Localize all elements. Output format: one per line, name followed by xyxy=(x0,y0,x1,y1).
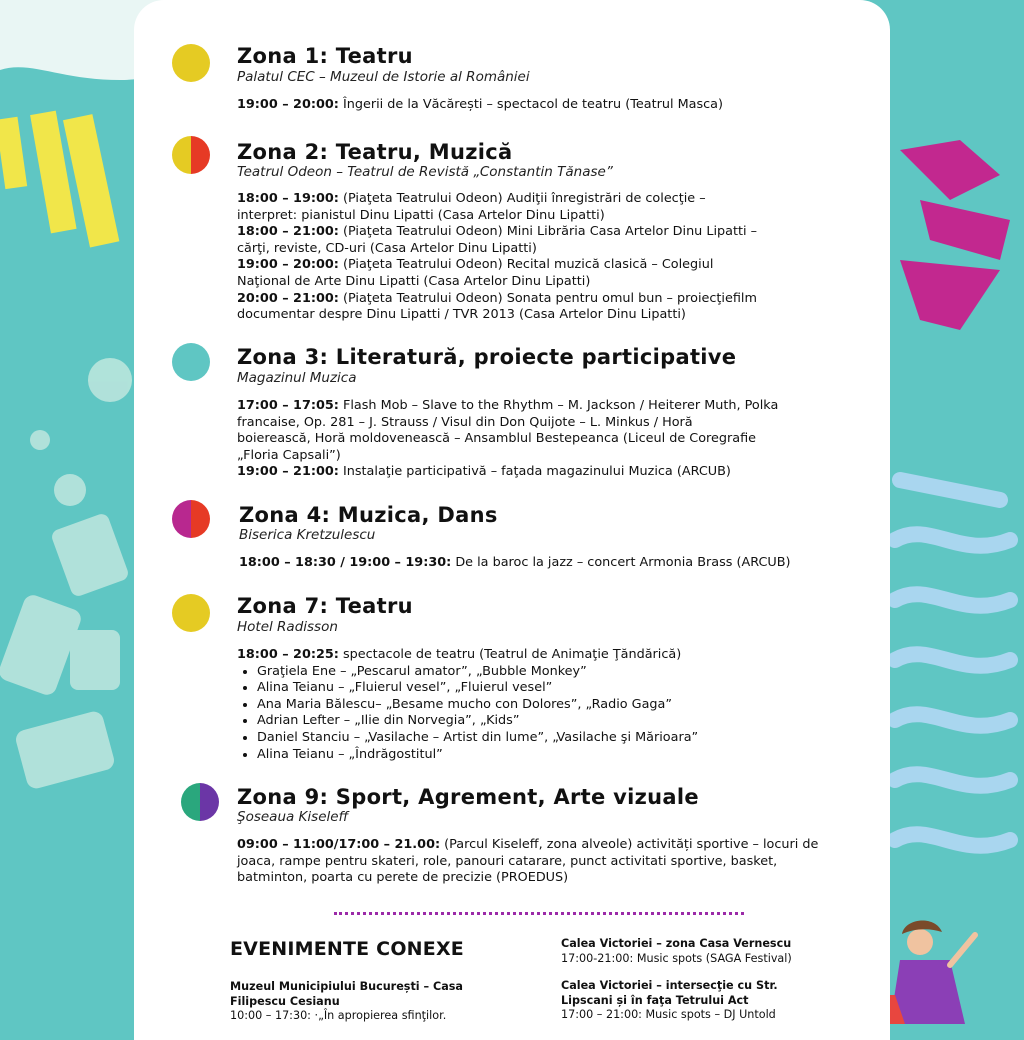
schedule-line: 19:00 – 20:00: Îngerii de la Văcărești – spectacol de teatru (Teatrul Masca) xyxy=(237,97,724,112)
event-left-1: Muzeul Municipiului București – Casa Filipescu Cesianu 10:00 – 17:30: ·„În apropierea sfinţilor. xyxy=(230,980,463,1022)
schedule-line: 20:00 – 21:00: (Piaţeta Teatrului Odeon) Sonata pentru omul bun – proiecţiefilm xyxy=(237,290,757,306)
zone-1-venue: Palatul CEC – Muzeul de Istorie al României xyxy=(237,69,530,85)
zone-1-title: Zona 1: Teatru xyxy=(237,44,413,68)
schedule-line: 19:00 – 20:00: (Piaţeta Teatrului Odeon) Recital muzică clasică – Colegiul xyxy=(237,257,714,273)
schedule-line: 19:00 – 21:00: Instalaţie participativă – faţada magazinului Muzica (ARCUB) xyxy=(237,464,731,480)
schedule-line: joaca, rampe pentru skateri, role, panouri catarare, punct activitati sportive, basket, xyxy=(237,853,778,869)
zone-3-title: Zona 3: Literatură, proiecte participative xyxy=(237,345,737,369)
schedule-line: 17:00 – 17:05: Flash Mob – Slave to the Rhythm – M. Jackson / Heiterer Muth, Polka xyxy=(237,398,779,413)
zone-2-schedule xyxy=(237,191,867,324)
schedule-line: „Floria Capsali”) xyxy=(237,447,341,463)
schedule-line: francaise, Op. 281 – J. Strauss / Visul din Don Quijote – L. Minkus / Horă xyxy=(237,414,693,430)
schedule-line: 18:00 – 20:25: spectacole de teatru (Teatrul de Animaţie Ţăndărică) xyxy=(237,647,682,662)
zone-7-yellow-dot-icon xyxy=(172,594,210,632)
events-title: EVENIMENTE CONEXE xyxy=(230,938,464,960)
schedule-line: interpret: pianistul Dinu Lipatti (Casa Artelor Dinu Lipatti) xyxy=(237,207,605,223)
zone-4-schedule xyxy=(239,555,869,572)
zone-3-venue: Magazinul Muzica xyxy=(237,370,357,386)
zone-4-title: Zona 4: Muzica, Dans xyxy=(239,503,498,527)
event-right-2: Calea Victoriei – intersecţie cu Str. Lipscani și în faţa Tetrului Act 17:00 – 21:00: Music spots – DJ Untold xyxy=(561,979,778,1021)
list-item: • Graţiela Ene – „Pescarul amator”, „Bubble Monkey” xyxy=(257,664,867,681)
schedule-line: 18:00 – 18:30 / 19:00 – 19:30: De la baroc la jazz – concert Armonia Brass (ARCUB) xyxy=(239,555,791,570)
zone-7-title: Zona 7: Teatru xyxy=(237,594,413,618)
zone-9-title: Zona 9: Sport, Agrement, Arte vizuale xyxy=(237,785,699,809)
zone-7-schedule xyxy=(237,647,867,763)
schedule-line: 18:00 – 21:00: (Piaţeta Teatrului Odeon) Mini Librăria Casa Artelor Dinu Lipatti – xyxy=(237,224,758,240)
zone-1-schedule xyxy=(237,97,867,114)
zone-2-venue: Teatrul Odeon – Teatrul de Revistă „Constantin Tănase” xyxy=(237,164,613,180)
zone-4-magenta-red-dot-icon xyxy=(172,500,210,538)
zone-2-yellow-red-dot-icon xyxy=(172,136,210,174)
schedule-line: batminton, poarta cu perete de precizie (PROEDUS) xyxy=(237,870,569,886)
zone-9-venue: Şoseaua Kiseleff xyxy=(237,809,349,825)
program-card xyxy=(134,0,890,1040)
zone-2-title: Zona 2: Teatru, Muzică xyxy=(237,140,513,164)
zone-9-green-purple-dot-icon xyxy=(181,783,219,821)
schedule-line: cărţi, reviste, CD-uri (Casa Artelor Dinu Lipatti) xyxy=(237,240,537,256)
schedule-line: Naţional de Arte Dinu Lipatti (Casa Artelor Dinu Lipatti) xyxy=(237,273,591,289)
zone-1-yellow-dot-icon xyxy=(172,44,210,82)
list-item: • Alina Teianu – „Îndrăgostitul” xyxy=(257,747,867,764)
schedule-line: 09:00 – 11:00/17:00 – 21.00: (Parcul Kiseleff, zona alveole) activități sportive – locuri de xyxy=(237,837,819,852)
performance-list xyxy=(237,664,867,764)
dotted-divider xyxy=(334,912,744,915)
zone-7-venue: Hotel Radisson xyxy=(237,619,338,635)
list-item: • Ana Maria Bălescu– „Besame mucho con Dolores”, „Radio Gaga” xyxy=(257,697,867,714)
list-item: • Alina Teianu – „Fluierul vesel”, „Fluierul vesel” xyxy=(257,680,867,697)
zone-9-schedule xyxy=(237,837,867,887)
event-right-1: Calea Victoriei – zona Casa Vernescu 17:00-21:00: Music spots (SAGA Festival) xyxy=(561,937,792,965)
schedule-line: documentar despre Dinu Lipatti / TVR 2013 (Casa Artelor Dinu Lipatti) xyxy=(237,307,686,323)
schedule-line: boierească, Horă moldovenească – Ansamblul Bestepeanca (Liceul de Coregrafie xyxy=(237,431,757,447)
schedule-line: 18:00 – 19:00: (Piaţeta Teatrului Odeon) Audiţii înregistrări de colecţie – xyxy=(237,191,706,206)
list-item: • Daniel Stanciu – „Vasilache – Artist din lume”, „Vasilache şi Mărioara” xyxy=(257,730,867,747)
zone-3-schedule xyxy=(237,398,867,481)
zone-4-venue: Biserica Kretzulescu xyxy=(239,527,376,543)
zone-3-teal-dot-icon xyxy=(172,343,210,381)
list-item: • Adrian Lefter – „Ilie din Norvegia”, „Kids” xyxy=(257,713,867,730)
